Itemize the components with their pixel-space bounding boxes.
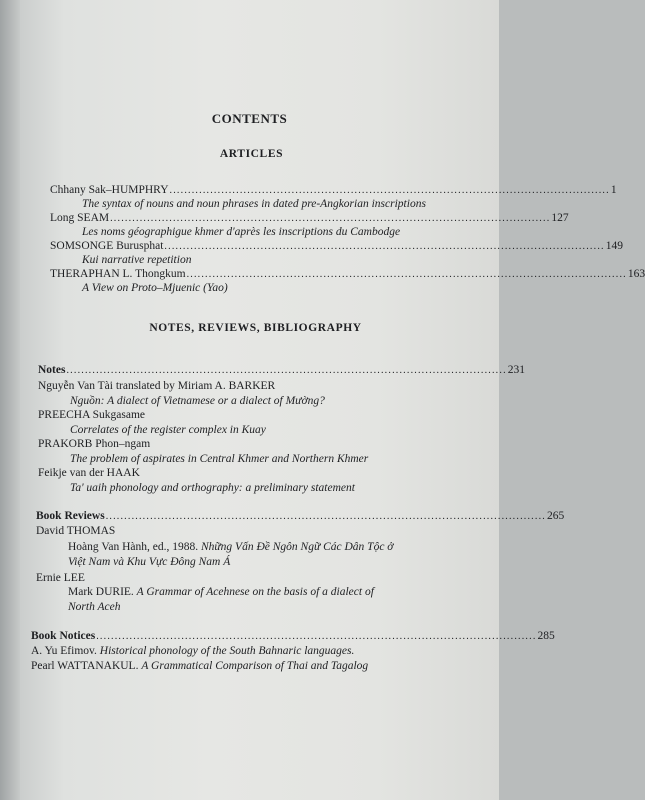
note-author: PRAKORB Phon–ngam — [38, 438, 151, 450]
leader-dots: ....................................................................................................................... — [169, 185, 610, 196]
section-label: Notes — [38, 364, 66, 376]
reviewer: David THOMAS — [36, 525, 116, 537]
reviewer: Ernie LEE — [36, 572, 85, 584]
toc-entry-somsonge — [50, 240, 623, 252]
contents-heading: CONTENTS — [211, 111, 288, 126]
entry-title: Kui narrative repetition — [82, 254, 192, 266]
entry-page: 1 — [610, 184, 617, 196]
note-title: Nguồn: A dialect of Vietnamese or a dialect of Mường? — [70, 395, 325, 407]
note-title: Ta' uaih phonology and orthography: a preliminary statement — [70, 482, 355, 494]
note-title: Correlates of the register complex in Kuay — [70, 424, 266, 436]
entry-title: The syntax of nouns and noun phrases in dated pre-Angkorian inscriptions — [82, 198, 426, 210]
section-label: Book Reviews — [36, 510, 105, 522]
entry-author: Long SEAM — [50, 212, 110, 224]
toc-section-book-notices — [31, 630, 555, 642]
reviewed-work-citation: Mark DURIE. — [68, 586, 134, 598]
leader-dots: ....................................................................................................................... — [164, 241, 605, 252]
note-title: The problem of aspirates in Central Khmer and Northern Khmer — [70, 453, 369, 465]
entry-page: 163 — [627, 268, 645, 280]
notes-reviews-heading: NOTES, REVIEWS, BIBLIOGRAPHY — [149, 322, 362, 334]
entry-title: Les noms géographigue khmer d'après les inscriptions du Cambodge — [82, 226, 401, 238]
section-page: 265 — [547, 510, 565, 522]
toc-entry-seam — [50, 212, 569, 224]
section-label: Book Notices — [31, 630, 96, 642]
reviewed-work-title-cont: North Aceh — [68, 601, 121, 613]
articles-heading: ARTICLES — [219, 148, 284, 160]
reviewed-work — [68, 586, 374, 598]
leader-dots: ....................................................................................................................... — [66, 365, 507, 376]
leader-dots: ....................................................................................................................... — [186, 269, 627, 280]
reviewed-work-title-cont: Việt Nam và Khu Vực Đông Nam Á — [68, 556, 231, 568]
reviewed-work-title: A Grammar of Acehnese on the basis of a dialect of — [136, 586, 374, 598]
leader-dots: ....................................................................................................................... — [110, 213, 551, 224]
notice-author: Pearl WATTANAKUL. — [31, 660, 139, 672]
notice-title: A Grammatical Comparison of Thai and Tagalog — [141, 660, 369, 672]
notice-author: A. Yu Efimov. — [31, 645, 97, 657]
entry-author: THERAPHAN L. Thongkum — [50, 268, 186, 280]
toc-section-notes — [38, 364, 526, 376]
toc-entry-theraphan — [50, 268, 645, 280]
note-author: Feikje van der HAAK — [38, 467, 140, 479]
entry-page: 149 — [605, 240, 623, 252]
reviewed-work-citation: Hoàng Van Hành, ed., 1988. — [68, 541, 199, 553]
entry-author: SOMSONGE Burusphat — [50, 240, 164, 252]
reviewed-work-title: Những Vấn Đề Ngôn Ngữ Các Dân Tộc ở — [200, 541, 394, 553]
reviewed-work — [68, 541, 393, 553]
entry-author: Chhany Sak–HUMPHRY — [50, 184, 169, 196]
note-author: PREECHA Sukgasame — [38, 409, 146, 421]
section-page: 285 — [537, 630, 555, 642]
entry-title: A View on Proto–Mjuenic (Yao) — [82, 282, 228, 294]
toc-entry-humphry — [50, 184, 617, 196]
note-author: Nguyễn Van Tài translated by Miriam A. BARKER — [38, 380, 276, 392]
notice-entry — [31, 645, 354, 657]
notice-entry — [31, 660, 368, 672]
notice-title: Historical phonology of the South Bahnaric languages. — [99, 645, 355, 657]
section-page: 231 — [507, 364, 526, 376]
toc-section-book-reviews — [36, 510, 565, 522]
entry-page: 127 — [551, 212, 569, 224]
leader-dots: ....................................................................................................................... — [96, 631, 537, 642]
leader-dots: ....................................................................................................................... — [105, 511, 546, 522]
